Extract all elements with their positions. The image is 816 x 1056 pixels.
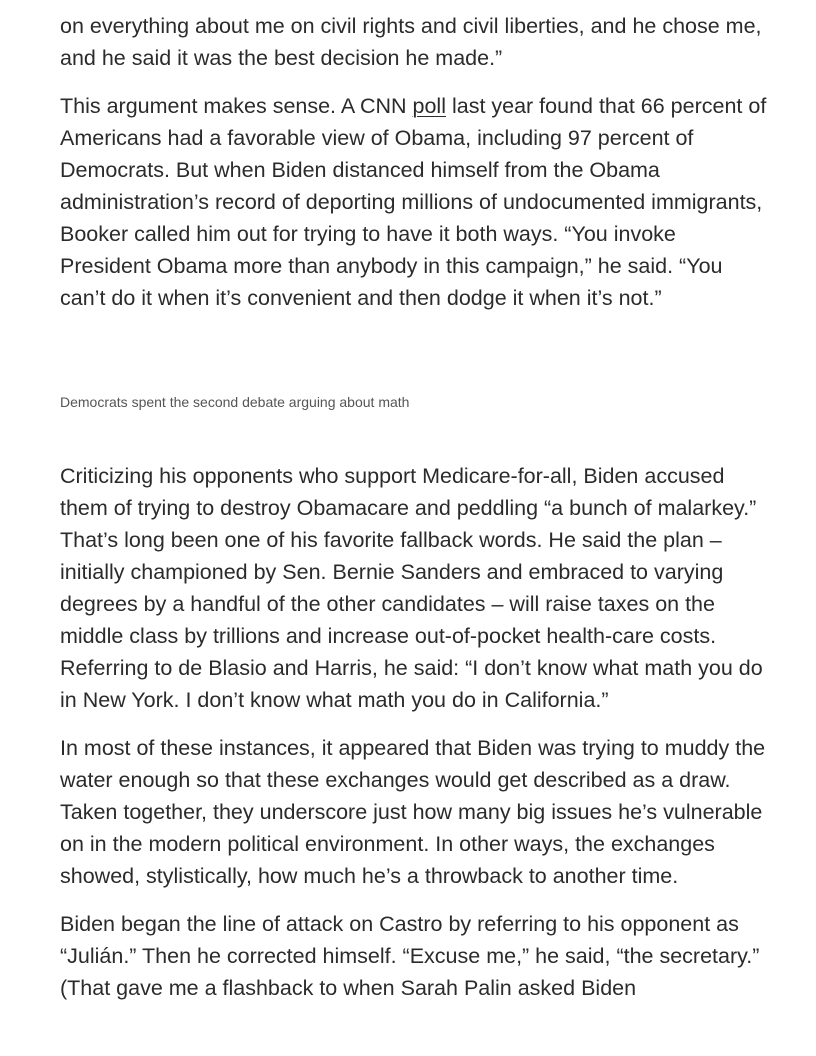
paragraph-text-end: last year found that 66 percent of Americans had a favorable view of Obama, including 97 percent of Democrats. But when Biden distanced himself from the Obama administration’s record of deporting millions of undocumented immigrants, Booker called him out for trying to have it both ways. “You invoke President Obama more than anybody in this campaign,” he said. “You can’t do it when it’s convenient and then dodge it when it’s not.” [60, 94, 767, 310]
paragraph-castro: Biden began the line of attack on Castro by referring to his opponent as “Julián.” Then he corrected himself. “Excuse me,” he said, “the secretary.” (That gave me a flashback to when Sarah Palin asked Biden [60, 912, 760, 1000]
paragraph-booker-quote: on everything about me on civil rights and civil liberties, and he chose me, and he said it was the best decision he made.” [60, 14, 762, 70]
paragraph-text-start: This argument makes sense. A CNN [60, 94, 413, 118]
poll-link[interactable]: poll [412, 94, 446, 118]
paragraph-instances: In most of these instances, it appeared that Biden was trying to muddy the water enough so that these exchanges would get described as a draw. Taken together, they underscore just how many big issues he’s vulnerable on in the modern political environment. In other ways, the exchanges showed, stylistically, how much he’s a throwback to another time. [60, 736, 766, 888]
paragraph-medicare: Criticizing his opponents who support Medicare-for-all, Biden accused them of trying to destroy Obamacare and peddling “a bunch of malarkey.” That’s long been one of his favorite fallback words. He said the plan – initially championed by Sen. Bernie Sanders and embraced to varying degrees by a handful of the other candidates – will raise taxes on the middle class by trillions and increase out-of-pocket health-care costs. Referring to de Blasio and Harris, he said: “I don’t know what math you do in New York. I don’t know what math you do in California.” [60, 464, 763, 712]
video-caption: Democrats spent the second debate arguing about math [60, 394, 410, 410]
paragraph-cnn-poll [60, 90, 772, 314]
article-body [60, 10, 772, 1020]
